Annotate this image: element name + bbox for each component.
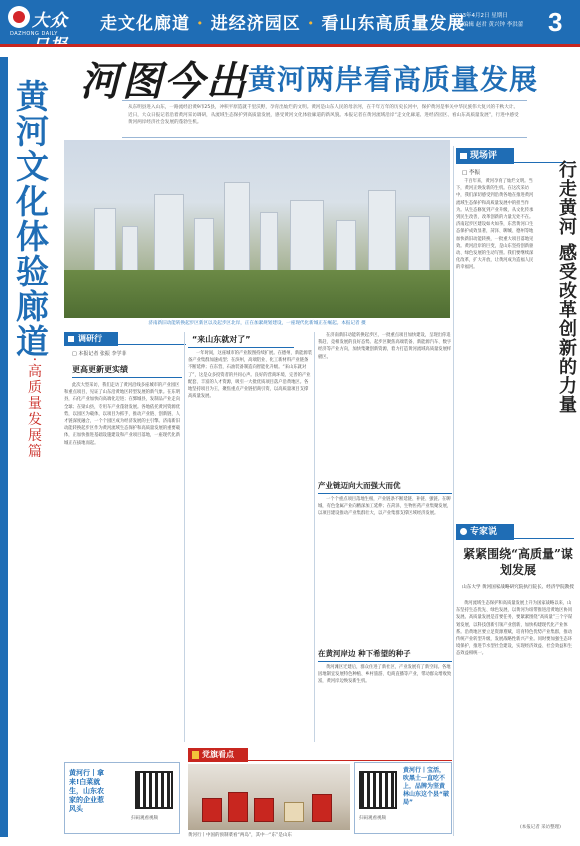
section-subtitle: ·高质量发展篇 [26, 357, 42, 460]
photo-building [368, 190, 396, 278]
diaoyanxing-body: 此次大型采访，我们走访了黄河沿线多座城市的产业园区和重点项目，见证了山东沿黄地区转型发展的新气象。在东明县，石化产业加快向高端化迈进；在鄄城县，发制品产业走向全球；在梁山县，专用车产业蓬勃发展。各地依托黄河资源优势，以园区为载体，以项目为抓手，推动产业链、创新链、人才链深度融合，一个个园区成为经济发展的主引擎。济南新旧动能转换起步区作为黄河流域生态保护和高质量发展的重要载体，正加快推进基础设施建设和产业项目落地，一座现代化新城正在拔地而起。 [64, 383, 181, 446]
product-package [254, 798, 274, 822]
intro-paragraph: 从东明县进入山东，一路流经沿黄9市25县，冲积平原造就千里沃野，孕育出灿烂的文明。黄河是山东人民的母亲河，在千年万年的历史长河中，保护黄河是事关中华民族伟大复兴的千秋大计。近日，大众日报记者沿着黄河采访调研，从流域生态保护到高质量发展，感受黄河文化体验廊道的新风貌。本报记者在黄河流域沿岸“走文化廊道、进经济园区、看山东高质量发展”，行进中感受黄河两岸经济社会发展的蓬勃生机。 [122, 100, 527, 138]
photo-building [94, 208, 116, 278]
product-package [202, 798, 222, 822]
qr-code-icon[interactable] [135, 771, 173, 809]
logo-mark-icon [8, 6, 30, 28]
tag-underline [514, 538, 574, 539]
dangqi-label: 党旗看点 [188, 748, 248, 762]
section-tag-diaoyanxing [64, 332, 186, 346]
slogan-separator-2: · [307, 14, 315, 34]
column-divider [314, 332, 315, 742]
qr-promo-right[interactable] [354, 762, 452, 834]
zhuanjiashuo-label: 专家说 [456, 524, 514, 540]
dangqi-caption: 黄河行丨中国的预制菜看“两岛”，其中一“东”是山东 [188, 833, 292, 838]
zhuanjiashuo-body: 黄河流域生态保护和高质量发展上升为国家战略以来，山东坚持生态优先、绿色发展，以黄河为纽带推进沿黄地区协同发展。高质量发展是首要任务，要紧紧围绕“高质量”三个字谋划发展，以科技创新引领产业创新，加快构建现代化产业体系。沿黄地区要立足资源禀赋，培育特色优势产业集群，推动传统产业转型升级，发展战略性新兴产业。同时要加强生态环境保护，推进节水型社会建设，实现经济效益、社会效益和生态效益相统一。 [456, 601, 573, 657]
tag-underline [248, 760, 452, 761]
xianchangping-label: 现场评 [456, 148, 514, 164]
issue-meta [452, 12, 523, 30]
lead-photo [64, 140, 450, 318]
right-column-heading: 产业链迈向大而强大而优 [318, 480, 452, 494]
photo-building [194, 218, 214, 278]
qr-code-icon[interactable] [359, 771, 397, 809]
xianchangping-body: 千百年来，黄河孕育了灿烂文明。当下，黄河正焕发新的生机。在这次采访中，我们深切感受到沿黄各地在推进黄河流域生态保护和高质量发展中的担当作为。从生态修复到产业升级，从文化传承到民生改善，改革创新的力量无处不在。济南起步区建设如火如荼，东营黄河口生态保护成效显著，菏泽、聊城、德州等地加快新旧动能转换，一批重大项目落地见效。黄河沿岸的巨变，是山东坚持创新驱动、绿色发展的生动写照。我们要继续深化改革，扩大开放，让黄河成为造福人民的幸福河。 [456, 179, 534, 271]
xianchangping-title: 行走黄河 感受改革创新的力量 [556, 160, 577, 415]
photo-building [224, 182, 250, 278]
qr-promo-left[interactable] [64, 762, 180, 834]
photo-greenery [64, 270, 450, 318]
section-tag-dangqi [188, 748, 452, 762]
photo-caption: 济南新旧动能转换起步区新区以及起步区北岸，正在加紧规划建设，一座现代化新城正在崛起。本报记者 摄 [148, 321, 366, 326]
slogan-part-3: 看山东高质量发展 [321, 14, 466, 34]
zhuanjiashuo-footnote: (本报记者 采访整理) [520, 825, 561, 830]
dangqi-photo [188, 764, 350, 830]
photo-building [290, 200, 324, 278]
slogan-separator-1: · [196, 14, 204, 34]
product-package [312, 794, 332, 822]
mid-column-heading: “来山东就对了” [188, 334, 294, 348]
column-divider [184, 332, 185, 742]
diaoyanxing-heading: 更高更新更实绩 [72, 364, 182, 378]
issue-editors: 责任编辑 赵君 黄兴钟 李洪蕾 [452, 22, 524, 28]
photo-building [260, 212, 278, 278]
header-divider [0, 44, 580, 47]
section-title: 黄河文化体验廊道 [11, 79, 50, 359]
issue-date: 2023年4月2日 星期日 [452, 13, 508, 19]
section-tag-zhuanjiashuo [456, 524, 574, 540]
photo-building [154, 194, 184, 278]
logo-text: 大众 [32, 11, 68, 31]
zhuanjiashuo-author: 山东大学 黄河国家战略研究院执行院长、经济学院教授 [462, 585, 574, 590]
column-divider [453, 146, 454, 836]
photo-building [408, 216, 430, 278]
product-package [284, 802, 304, 822]
right-column-body-top: 在济南新旧动能转换起步区，一批重点项目加快建设，呈现出你追我赶、竞相发展的良好态势。起步区聚焦高端装备、新能源汽车、数字经济等产业方向，加快集聚创新资源，着力打造黄河流域高质量发展样板区。 [318, 333, 452, 360]
right-column-body-bottom: 黄河滩区迁建后，群众住进了新社区，产业发展有了新空间。各地因地制宜发展特色种植、乡村旅游、电商直播等产业，带动群众增收致富，黄河岸边焕发新生机。 [318, 665, 452, 685]
zhuanjiashuo-title: 紧紧围绕“高质量”谋划发展 [463, 547, 573, 577]
mid-column-body: 一年时间，这座城市的产业版图持续扩展。在德州，新能源装备产业集群加速成型；在滨州，高端铝业、化工新材料产业链条不断延伸；在东营，石油装备制造向智能化升级。“来山东就对了”，这是众多投资者的共同心声。良好的营商环境、完善的产业配套、丰富的人才资源，吸引一大批优质项目落户沿黄地区。各地坚持项目为王，聚焦重点产业链招商引资，以高质量项目支撑高质量发展。 [188, 351, 312, 400]
page-headline: 黄河两岸看高质量发展 [248, 63, 539, 96]
qr-promo-text: 黄河行丨宝活，吹黑土一直吃不上，品牌为坚黄林山东这个县“破局” [403, 767, 449, 806]
slogan-part-1: 走文化廊道 [100, 14, 190, 34]
qr-promo-text: 黄河行丨拿来!白菜就生，山东农家的企业惹风头 [69, 769, 104, 813]
tag-underline [118, 344, 186, 345]
diaoyanxing-author: □ 本报记者 张振 李学菲 [72, 351, 127, 357]
newspaper-logo [8, 4, 82, 38]
xianchangping-author: □ 李振 [462, 170, 480, 176]
right-column-body-mid: 一个个重点项目落地生根，产业链条不断延链、补链、强链。在聊城，有色金属产业向精深加工延伸；在菏泽，生物医药产业集聚发展，以项目建设推动产业集群壮大，以产业集群支撑区域经济发展。 [318, 497, 452, 517]
header-slogan [100, 9, 466, 34]
diaoyanxing-label: 调研行 [64, 332, 118, 346]
page-number: 3 [548, 7, 563, 37]
section-sidebar [0, 47, 62, 846]
right-column-heading-2: 在黄河岸边 种下希望的种子 [318, 648, 452, 662]
product-package [228, 792, 248, 822]
page-header [0, 0, 580, 44]
qr-caption: 扫码观看视频 [359, 816, 386, 821]
brush-calligraphy-title: 河图今出 [80, 58, 248, 105]
slogan-part-2: 进经济园区 [210, 14, 301, 34]
logo-subtext: DAZHONG DAILY [10, 31, 58, 37]
qr-caption: 扫码观看视频 [131, 816, 158, 821]
